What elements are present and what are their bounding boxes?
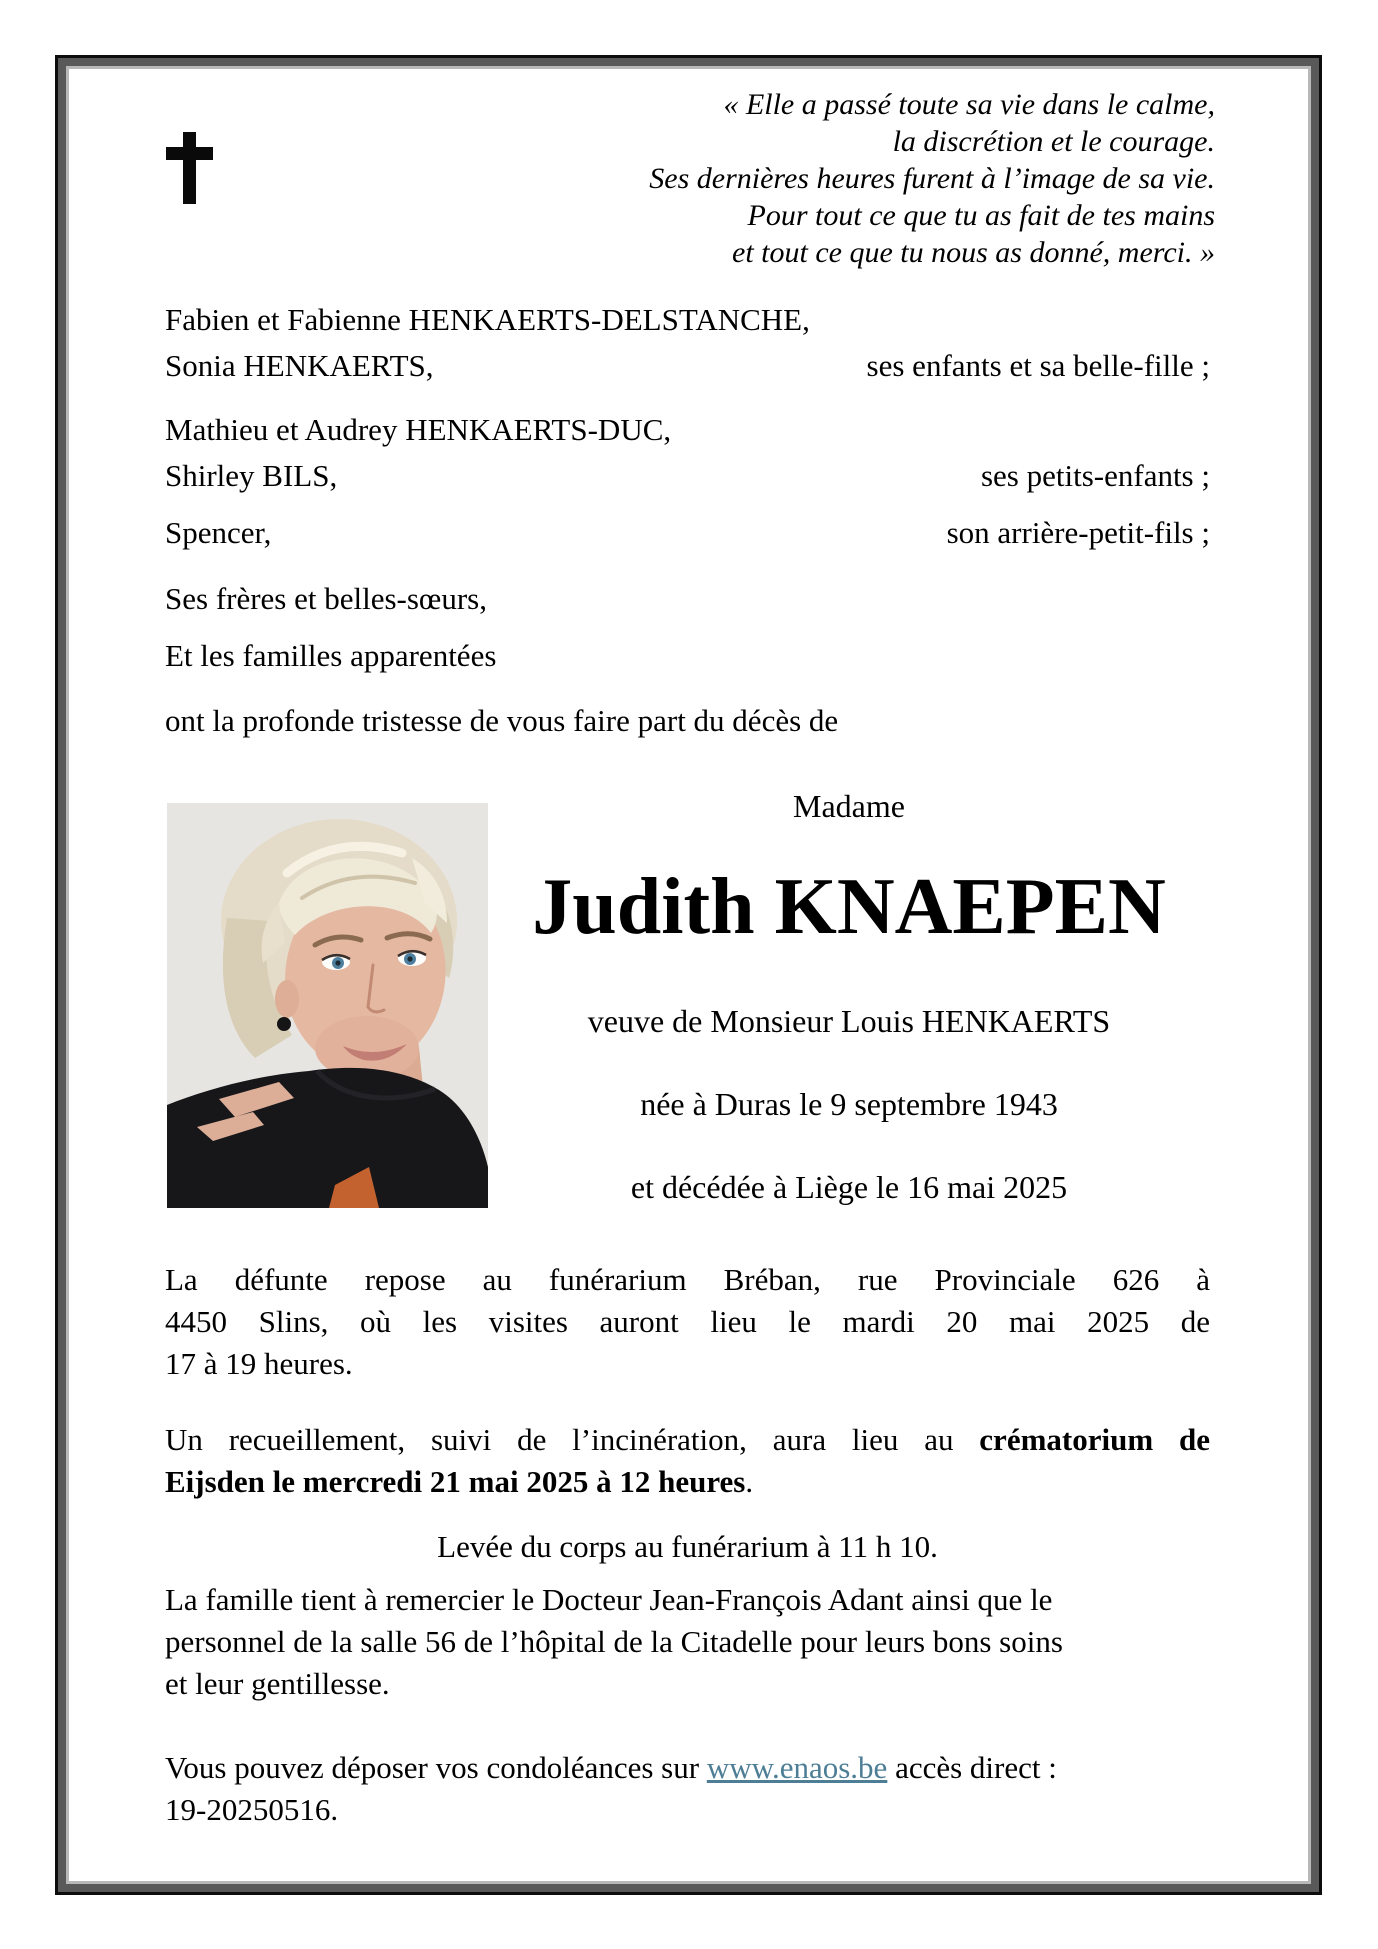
condolences-reference: 19-20250516. — [165, 1792, 339, 1827]
wake-line: 17 à 19 heures. — [165, 1346, 353, 1381]
family-name: Shirley BILS, — [165, 458, 338, 493]
family-name: Ses frères et belles-sœurs, — [165, 581, 487, 616]
cremation-bold-text: crématorium de — [979, 1422, 1210, 1457]
levee-text: Levée du corps au funérarium à 11 h 10. — [437, 1529, 938, 1564]
family-row — [165, 302, 1210, 338]
family-row — [165, 348, 1210, 384]
announcement-line — [165, 703, 1210, 739]
quote-line: « Elle a passé toute sa vie dans le calme, — [723, 88, 1215, 121]
condolences-text: accès direct : — [887, 1750, 1057, 1785]
family-relation: ses enfants et sa belle-fille ; — [866, 348, 1210, 383]
cremation-paragraph — [165, 1419, 1210, 1503]
family-list — [165, 302, 1210, 739]
cross-icon — [166, 132, 213, 204]
condolences-paragraph — [165, 1747, 1210, 1831]
deceased-title: Madame — [793, 788, 905, 824]
widow-line: veuve de Monsieur Louis HENKAERTS — [587, 1003, 1111, 1039]
family-row — [165, 458, 1210, 494]
cremation-bold-text: Eijsden le mercredi 21 mai 2025 à 12 heures — [165, 1464, 746, 1499]
death-line: et décédée à Liège le 16 mai 2025 — [630, 1169, 1068, 1205]
wake-line: 4450 Slins, où les visites auront lieu le mardi 20 mai 2025 de — [165, 1304, 1210, 1339]
wake-line: La défunte repose au funérarium Bréban, rue Provinciale 626 à — [165, 1262, 1210, 1297]
family-name: Sonia HENKAERTS, — [165, 348, 434, 383]
quote-line: Pour tout ce que tu as fait de tes mains — [747, 199, 1215, 232]
family-relation: ses petits-enfants ; — [980, 458, 1210, 493]
levee-line — [165, 1526, 1210, 1568]
cremation-line — [165, 1419, 1210, 1461]
thanks-line: La famille tient à remercier le Docteur Jean-François Adant ainsi que le — [165, 1582, 1053, 1617]
family-name: Et les familles apparentées — [165, 638, 497, 673]
thanks-line: et leur gentillesse. — [165, 1666, 390, 1701]
family-name: Spencer, — [165, 515, 272, 550]
family-name: Fabien et Fabienne HENKAERTS-DELSTANCHE, — [165, 302, 810, 337]
family-relation: son arrière-petit-fils ; — [946, 515, 1210, 550]
quote-line: et tout ce que tu nous as donné, merci. » — [732, 236, 1215, 269]
cross-vertical-bar — [183, 132, 196, 204]
cremation-text: . — [745, 1464, 754, 1499]
wake-paragraph — [165, 1259, 1210, 1385]
family-row — [165, 638, 1210, 674]
condolences-text: Vous pouvez déposer vos condoléances sur — [165, 1750, 707, 1785]
cremation-line — [165, 1461, 1210, 1503]
condolences-line — [165, 1747, 1210, 1789]
family-row — [165, 412, 1210, 448]
quote-line: Ses dernières heures furent à l’image de sa vie. — [649, 162, 1215, 195]
family-row — [165, 515, 1210, 551]
thanks-paragraph — [165, 1579, 1210, 1705]
family-row — [165, 581, 1210, 617]
enaos-link[interactable]: www.enaos.be — [706, 1750, 888, 1785]
family-name: Mathieu et Audrey HENKAERTS-DUC, — [165, 412, 672, 447]
thanks-line: personnel de la salle 56 de l’hôpital de la Citadelle pour leurs bons soins — [165, 1624, 1063, 1659]
birth-line: née à Duras le 9 septembre 1943 — [640, 1086, 1058, 1122]
announcement-text: ont la profonde tristesse de vous faire part du décès de — [165, 703, 839, 738]
cross-horizontal-bar — [166, 147, 213, 160]
portrait-photo — [167, 803, 488, 1208]
cremation-text: Un recueillement, suivi de l’incinération, aura lieu au — [165, 1422, 980, 1457]
opening-quote — [400, 86, 1215, 271]
deceased-identity — [488, 788, 1210, 1205]
quote-line: la discrétion et le courage. — [892, 125, 1215, 158]
deceased-name: Judith KNAEPEN — [532, 863, 1166, 951]
